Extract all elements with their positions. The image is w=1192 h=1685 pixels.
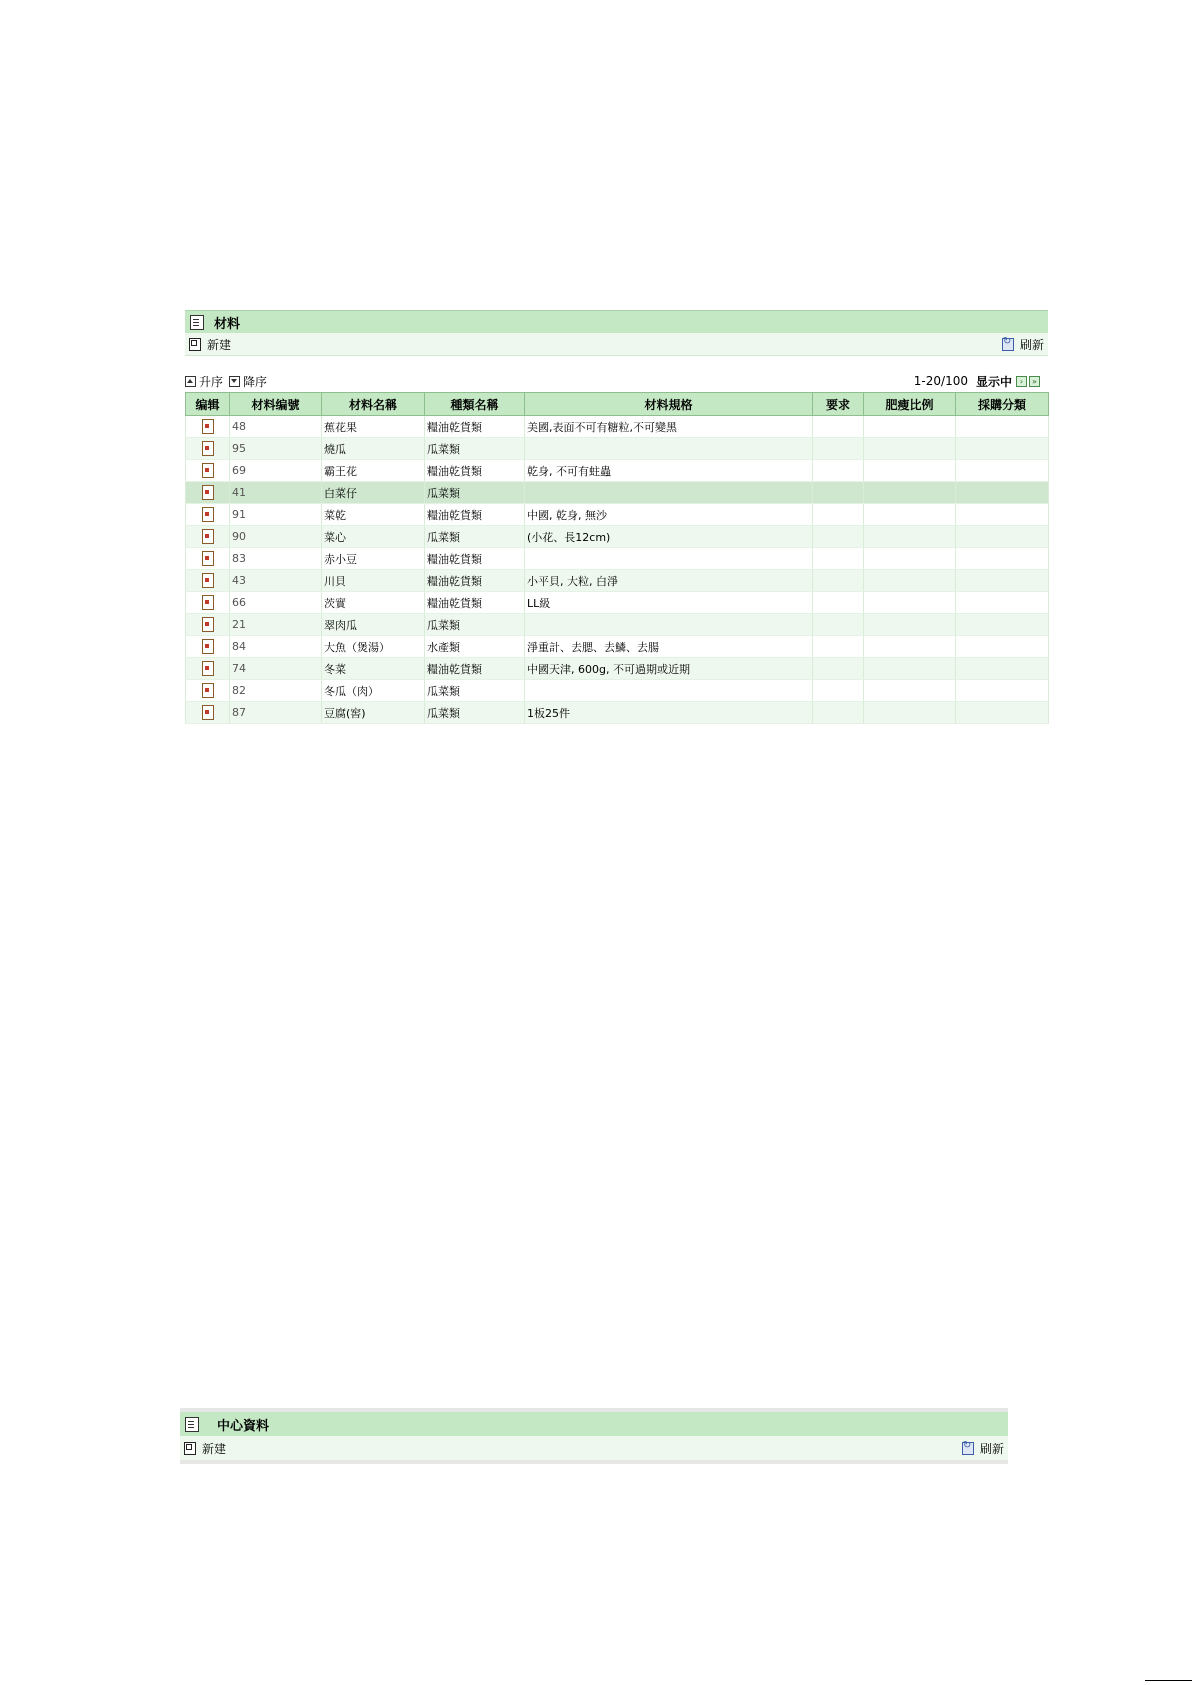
table-row[interactable] [186,460,1049,482]
table-row[interactable] [186,482,1049,504]
cell-purchase [956,636,1049,658]
table-row[interactable] [186,658,1049,680]
edit-cell[interactable] [186,702,230,724]
column-header[interactable]: 種類名稱 [425,393,525,416]
edit-cell[interactable] [186,636,230,658]
cell-purchase [956,548,1049,570]
cell-category: 糧油乾貨類 [425,592,525,614]
sort-desc-label: 降序 [243,374,268,389]
cell-ratio [864,416,956,438]
cell-req [813,438,864,460]
clipboard-icon [190,315,204,330]
cell-name: 赤小豆 [322,548,425,570]
new-button-label: 新建 [207,337,232,352]
sort-descending-button[interactable] [229,373,267,390]
refresh-button-label: 刷新 [1019,337,1044,352]
cell-ratio [864,438,956,460]
cell-spec: 小平貝, 大粒, 白淨 [525,570,813,592]
edit-cell[interactable] [186,438,230,460]
panel-title: 材料 [214,316,241,332]
edit-cell[interactable] [186,504,230,526]
edit-cell[interactable] [186,592,230,614]
column-header[interactable]: 要求 [813,393,864,416]
center-refresh-label: 刷新 [979,1441,1004,1456]
cell-purchase [956,570,1049,592]
cell-spec: (小花、長12cm) [525,526,813,548]
cell-ratio [864,504,956,526]
cell-id: 43 [230,570,322,592]
sort-asc-label: 升序 [199,374,224,389]
cell-req [813,504,864,526]
cell-category: 糧油乾貨類 [425,658,525,680]
cell-spec: 中國天津, 600g, 不可過期或近期 [525,658,813,680]
edit-cell[interactable] [186,570,230,592]
center-toolbar [180,1436,1008,1464]
cell-category: 糧油乾貨類 [425,570,525,592]
new-document-icon [189,338,201,351]
table-row[interactable] [186,570,1049,592]
cell-category: 瓜菜類 [425,702,525,724]
cell-ratio [864,592,956,614]
materials-table [185,392,1049,724]
cell-purchase [956,658,1049,680]
materials-panel [185,310,1048,724]
cell-spec [525,614,813,636]
cell-spec: 淨重計、去腮、去鱗、去腸 [525,636,813,658]
cell-id: 83 [230,548,322,570]
cell-name: 豆腐(窖) [322,702,425,724]
cell-name: 川貝 [322,570,425,592]
cell-spec: LL級 [525,592,813,614]
cell-name: 霸王花 [322,460,425,482]
sort-down-icon [229,376,240,387]
sort-pager-bar [185,370,1048,392]
cell-ratio [864,460,956,482]
cell-id: 90 [230,526,322,548]
edit-icon[interactable] [202,419,214,434]
center-panel-title: 中心資料 [217,1418,270,1434]
table-row[interactable] [186,636,1049,658]
cell-req [813,702,864,724]
cell-id: 87 [230,702,322,724]
refresh-button[interactable] [1002,336,1044,353]
cell-ratio [864,526,956,548]
cell-req [813,570,864,592]
cell-category: 糧油乾貨類 [425,504,525,526]
cell-category: 瓜菜類 [425,680,525,702]
table-header-row [186,393,1049,416]
cell-id: 95 [230,438,322,460]
cell-name: 大魚（煲湯） [322,636,425,658]
next-page-icon[interactable]: › [1016,376,1027,387]
cell-category: 水產類 [425,636,525,658]
sort-ascending-button[interactable] [185,373,223,390]
cell-category: 瓜菜類 [425,526,525,548]
table-row[interactable] [186,702,1049,724]
page-rule [1145,1680,1192,1681]
cell-spec [525,548,813,570]
center-refresh-button[interactable] [962,1440,1004,1457]
cell-req [813,658,864,680]
edit-cell[interactable] [186,526,230,548]
cell-spec [525,438,813,460]
last-page-icon[interactable]: » [1029,376,1040,387]
cell-spec [525,680,813,702]
edit-cell[interactable] [186,416,230,438]
pager-range: 1-20/100 [913,374,968,388]
cell-purchase [956,438,1049,460]
cell-id: 48 [230,416,322,438]
cell-spec: 乾身, 不可有蛀蟲 [525,460,813,482]
cell-purchase [956,592,1049,614]
cell-purchase [956,460,1049,482]
materials-toolbar [185,333,1048,356]
cell-ratio [864,570,956,592]
edit-icon[interactable] [202,639,214,654]
cell-purchase [956,614,1049,636]
cell-ratio [864,680,956,702]
column-header[interactable]: 肥瘦比例 [864,393,956,416]
edit-cell[interactable] [186,658,230,680]
refresh-icon [962,1442,974,1455]
sort-up-icon [185,376,196,387]
cell-purchase [956,526,1049,548]
column-header[interactable]: 材料编號 [230,393,322,416]
center-panel [180,1408,1008,1464]
cell-category: 糧油乾貨類 [425,460,525,482]
cell-ratio [864,636,956,658]
cell-spec [525,482,813,504]
cell-id: 41 [230,482,322,504]
materials-titlebar [185,310,1048,333]
cell-name: 菜乾 [322,504,425,526]
cell-spec: 1板25件 [525,702,813,724]
edit-cell[interactable] [186,460,230,482]
table-row[interactable] [186,548,1049,570]
new-document-icon [184,1442,196,1455]
cell-req [813,614,864,636]
cell-purchase [956,680,1049,702]
table-row[interactable] [186,526,1049,548]
table-row[interactable] [186,592,1049,614]
table-row[interactable] [186,438,1049,460]
refresh-icon [1002,338,1014,351]
edit-cell[interactable] [186,614,230,636]
table-row[interactable] [186,680,1049,702]
edit-cell[interactable] [186,482,230,504]
cell-category: 糧油乾貨類 [425,416,525,438]
cell-name: 蕉花果 [322,416,425,438]
new-button[interactable] [189,336,231,353]
cell-purchase [956,482,1049,504]
cell-id: 74 [230,658,322,680]
cell-id: 91 [230,504,322,526]
edit-icon[interactable] [202,595,214,610]
cell-id: 84 [230,636,322,658]
cell-ratio [864,482,956,504]
edit-icon[interactable] [202,551,214,566]
cell-ratio [864,702,956,724]
cell-name: 菜心 [322,526,425,548]
cell-req [813,592,864,614]
cell-name: 冬菜 [322,658,425,680]
cell-req [813,636,864,658]
cell-purchase [956,504,1049,526]
cell-name: 白菜仔 [322,482,425,504]
table-row[interactable] [186,614,1049,636]
edit-cell[interactable] [186,680,230,702]
cell-category: 瓜菜類 [425,482,525,504]
edit-icon[interactable] [202,705,214,720]
cell-purchase [956,702,1049,724]
cell-id: 82 [230,680,322,702]
cell-id: 69 [230,460,322,482]
edit-icon[interactable] [202,573,214,588]
pager-showing: 显示中 [975,374,1012,389]
cell-ratio [864,614,956,636]
edit-icon[interactable] [202,507,214,522]
table-row[interactable] [186,416,1049,438]
cell-ratio [864,658,956,680]
column-header[interactable]: 编辑 [186,393,230,416]
cell-id: 66 [230,592,322,614]
center-new-button[interactable] [184,1440,226,1457]
cell-category: 瓜菜類 [425,614,525,636]
cell-name: 燒瓜 [322,438,425,460]
edit-icon[interactable] [202,441,214,456]
edit-icon[interactable] [202,463,214,478]
cell-name: 茨實 [322,592,425,614]
cell-spec: 美國,表面不可有糖粒,不可變黑 [525,416,813,438]
cell-purchase [956,416,1049,438]
cell-req [813,526,864,548]
edit-icon[interactable] [202,485,214,500]
cell-req [813,482,864,504]
column-header[interactable]: 材料規格 [525,393,813,416]
cell-category: 瓜菜類 [425,438,525,460]
edit-icon[interactable] [202,617,214,632]
cell-ratio [864,548,956,570]
table-row[interactable] [186,504,1049,526]
cell-id: 21 [230,614,322,636]
cell-name: 冬瓜（肉） [322,680,425,702]
column-header[interactable]: 採購分類 [956,393,1049,416]
cell-spec: 中國, 乾身, 無沙 [525,504,813,526]
center-new-label: 新建 [202,1441,227,1456]
edit-cell[interactable] [186,548,230,570]
edit-icon[interactable] [202,661,214,676]
cell-req [813,416,864,438]
clipboard-icon [185,1417,199,1432]
column-header[interactable]: 材料名稱 [322,393,425,416]
center-titlebar [180,1408,1008,1436]
edit-icon[interactable] [202,529,214,544]
cell-req [813,460,864,482]
edit-icon[interactable] [202,683,214,698]
cell-category: 糧油乾貨類 [425,548,525,570]
cell-req [813,680,864,702]
cell-name: 翠肉瓜 [322,614,425,636]
cell-req [813,548,864,570]
